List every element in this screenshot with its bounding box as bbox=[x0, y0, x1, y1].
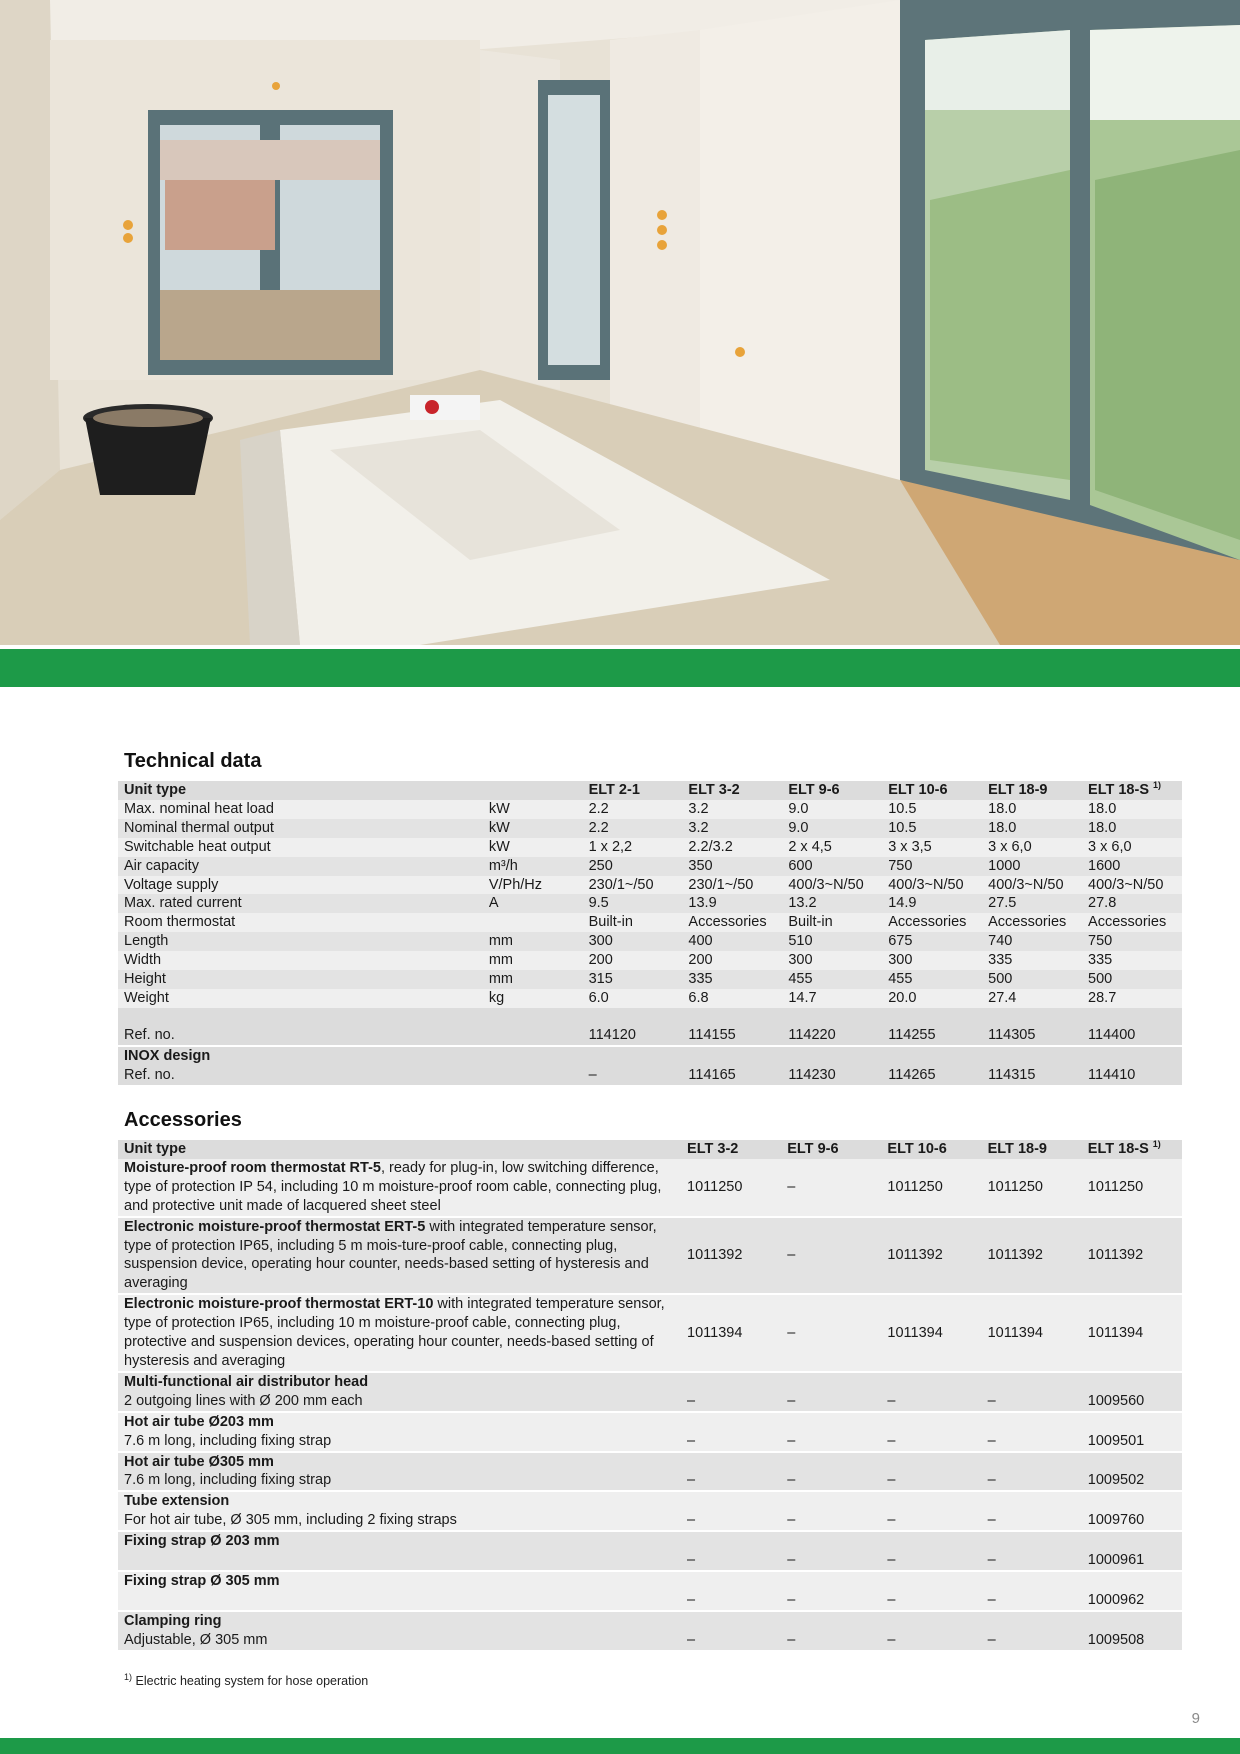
acc-row bbox=[118, 1532, 1182, 1572]
tech-header-model: ELT 9-6 bbox=[782, 781, 882, 800]
acc-item-name: Fixing strap Ø 203 mm bbox=[124, 1533, 280, 1550]
acc-item-name: Moisture-proof room thermostat RT-5 bbox=[124, 1159, 381, 1176]
acc-cell: 1009501 bbox=[1082, 1413, 1182, 1453]
tech-cell: 6.8 bbox=[682, 989, 782, 1008]
tech-row-unit: V/Ph/Hz bbox=[483, 876, 583, 895]
tech-row-label: Nominal thermal output bbox=[118, 819, 483, 838]
tech-cell: 750 bbox=[1082, 932, 1182, 951]
acc-row bbox=[118, 1295, 1182, 1373]
tech-row-unit: mm bbox=[483, 932, 583, 951]
tech-cell: 28.7 bbox=[1082, 989, 1182, 1008]
acc-row-description bbox=[118, 1572, 681, 1612]
tech-cell: 335 bbox=[982, 951, 1082, 970]
tech-row-label: Air capacity bbox=[118, 857, 483, 876]
footnote-ref-mark: 1) bbox=[1152, 1139, 1161, 1150]
tech-ref-cell: 114400 bbox=[1082, 1026, 1182, 1047]
acc-cell: 1011392 bbox=[1082, 1218, 1182, 1296]
tech-cell: 18.0 bbox=[1082, 819, 1182, 838]
acc-cell: – bbox=[881, 1373, 981, 1413]
tech-row bbox=[118, 989, 1182, 1008]
tech-row-label: Width bbox=[118, 951, 483, 970]
hero-photo bbox=[0, 0, 1240, 645]
tech-cell: 500 bbox=[982, 970, 1082, 989]
tech-cell: 335 bbox=[682, 970, 782, 989]
tech-row-unit: A bbox=[483, 894, 583, 913]
acc-cell: 1011392 bbox=[681, 1218, 781, 1296]
tech-cell: 3 x 6,0 bbox=[982, 838, 1082, 857]
tech-row-unit: m³/h bbox=[483, 857, 583, 876]
acc-cell: – bbox=[881, 1453, 981, 1493]
acc-cell: – bbox=[982, 1373, 1082, 1413]
tech-cell: 400 bbox=[682, 932, 782, 951]
tech-cell: 510 bbox=[782, 932, 882, 951]
tech-cell: 2.2 bbox=[583, 800, 683, 819]
tech-row bbox=[118, 857, 1182, 876]
tech-cell: 250 bbox=[583, 857, 683, 876]
tech-inox-title-row bbox=[118, 1047, 1182, 1066]
acc-cell: – bbox=[781, 1532, 881, 1572]
acc-cell: 1011392 bbox=[982, 1218, 1082, 1296]
acc-item-name: Fixing strap Ø 305 mm bbox=[124, 1572, 280, 1589]
tech-cell: 740 bbox=[982, 932, 1082, 951]
tech-cell: 600 bbox=[782, 857, 882, 876]
tech-cell: Accessories bbox=[1082, 913, 1182, 932]
acc-item-desc-empty bbox=[124, 1552, 128, 1568]
tech-cell: 14.7 bbox=[782, 989, 882, 1008]
tech-ref-row bbox=[118, 1026, 1182, 1047]
tech-cell: 13.9 bbox=[682, 894, 782, 913]
acc-cell: 1011394 bbox=[681, 1295, 781, 1373]
acc-cell: – bbox=[681, 1612, 781, 1652]
acc-cell: – bbox=[681, 1572, 781, 1612]
tech-cell: 9.0 bbox=[782, 800, 882, 819]
tech-header-row bbox=[118, 781, 1182, 800]
tech-inox-ref-cell: 114165 bbox=[682, 1066, 782, 1085]
acc-cell: – bbox=[982, 1453, 1082, 1493]
acc-header-model: ELT 9-6 bbox=[781, 1140, 881, 1159]
tech-cell: Accessories bbox=[882, 913, 982, 932]
acc-cell: – bbox=[982, 1413, 1082, 1453]
acc-cell: – bbox=[881, 1492, 981, 1532]
tech-row-unit: kW bbox=[483, 800, 583, 819]
tech-cell: 400/3~N/50 bbox=[982, 876, 1082, 895]
acc-cell: 1009502 bbox=[1082, 1453, 1182, 1493]
tech-inox-ref-unit bbox=[483, 1066, 583, 1085]
acc-cell: 1011250 bbox=[881, 1159, 981, 1218]
footnote-ref-mark: 1) bbox=[1153, 780, 1162, 791]
tech-header-model: ELT 18-9 bbox=[982, 781, 1082, 800]
acc-cell: – bbox=[781, 1373, 881, 1413]
acc-item-name: Tube extension bbox=[124, 1493, 230, 1510]
accessories-table bbox=[118, 1140, 1182, 1652]
acc-cell: – bbox=[781, 1159, 881, 1218]
acc-cell: – bbox=[881, 1413, 981, 1453]
tech-header-unit bbox=[483, 781, 583, 800]
acc-header-model: ELT 18-S $^{1)}$ bbox=[1082, 1140, 1182, 1159]
tech-header-model: ELT 18-S $^{1)}$ bbox=[1082, 781, 1182, 800]
tech-inox-ref-cell: 114410 bbox=[1082, 1066, 1182, 1085]
acc-cell: – bbox=[982, 1532, 1082, 1572]
acc-cell: 1011394 bbox=[1082, 1295, 1182, 1373]
acc-cell: – bbox=[681, 1453, 781, 1493]
acc-item-desc: with integrated temperature sensor, type of protection IP65, including 5 m mois-ture-proof cable, connecting plug, suspension device, operating hour counter, needs-based setting of hysteresis and averaging bbox=[124, 1218, 657, 1292]
tech-cell: 1000 bbox=[982, 857, 1082, 876]
tech-cell: 3.2 bbox=[682, 819, 782, 838]
tech-inox-ref-cell: 114315 bbox=[982, 1066, 1082, 1085]
tech-inox-ref-row bbox=[118, 1066, 1182, 1085]
tech-inox-ref-cell: – bbox=[583, 1066, 683, 1085]
tech-cell: 9.0 bbox=[782, 819, 882, 838]
acc-row-description bbox=[118, 1218, 681, 1296]
tech-cell: 300 bbox=[583, 932, 683, 951]
acc-item-name: Electronic moisture-proof thermostat ERT-5 bbox=[124, 1218, 426, 1235]
construction-room-illustration bbox=[0, 0, 1240, 645]
tech-inox-ref-cell: 114230 bbox=[782, 1066, 882, 1085]
acc-cell: 1009508 bbox=[1082, 1612, 1182, 1652]
acc-cell: – bbox=[881, 1572, 981, 1612]
acc-cell: 1011250 bbox=[982, 1159, 1082, 1218]
tech-cell: 400/3~N/50 bbox=[782, 876, 882, 895]
tech-cell: 18.0 bbox=[982, 819, 1082, 838]
acc-item-desc-empty bbox=[124, 1592, 128, 1608]
acc-cell: 1000961 bbox=[1082, 1532, 1182, 1572]
tech-cell: 455 bbox=[782, 970, 882, 989]
accessories-title: Accessories bbox=[124, 1109, 242, 1131]
tech-cell: 1600 bbox=[1082, 857, 1182, 876]
acc-row bbox=[118, 1492, 1182, 1532]
acc-row bbox=[118, 1413, 1182, 1453]
acc-row-description bbox=[118, 1413, 681, 1453]
tech-cell: 315 bbox=[583, 970, 683, 989]
acc-cell: – bbox=[781, 1612, 881, 1652]
tech-row bbox=[118, 970, 1182, 989]
tech-ref-cell: 114305 bbox=[982, 1026, 1082, 1047]
footnote-mark: 1) bbox=[124, 1671, 133, 1682]
tech-cell: 335 bbox=[1082, 951, 1182, 970]
tech-row-label: Weight bbox=[118, 989, 483, 1008]
footnote bbox=[124, 1671, 369, 1688]
tech-cell: 2 x 4,5 bbox=[782, 838, 882, 857]
tech-ref-unit bbox=[483, 1026, 583, 1047]
tech-header-model: ELT 10-6 bbox=[882, 781, 982, 800]
acc-row-description bbox=[118, 1453, 681, 1493]
acc-item-name: Hot air tube Ø203 mm bbox=[124, 1413, 274, 1430]
tech-row bbox=[118, 913, 1182, 932]
acc-cell: – bbox=[681, 1413, 781, 1453]
tech-cell: 455 bbox=[882, 970, 982, 989]
tech-row bbox=[118, 876, 1182, 895]
acc-cell: – bbox=[781, 1572, 881, 1612]
tech-cell: 2.2 bbox=[583, 819, 683, 838]
acc-item-desc: Adjustable, Ø 305 mm bbox=[124, 1631, 268, 1648]
tech-cell: 9.5 bbox=[583, 894, 683, 913]
tech-row-unit: kW bbox=[483, 838, 583, 857]
tech-row bbox=[118, 819, 1182, 838]
tech-row-label: Length bbox=[118, 932, 483, 951]
tech-row-label: Max. rated current bbox=[118, 894, 483, 913]
tech-cell: 6.0 bbox=[583, 989, 683, 1008]
acc-row-description bbox=[118, 1612, 681, 1652]
acc-cell: – bbox=[681, 1492, 781, 1532]
acc-row bbox=[118, 1453, 1182, 1493]
acc-row bbox=[118, 1159, 1182, 1218]
tech-header-model: ELT 3-2 bbox=[682, 781, 782, 800]
footnote-text: Electric heating system for hose operation bbox=[135, 1674, 369, 1688]
tech-header-label: Unit type bbox=[118, 781, 483, 800]
tech-ref-cell: 114155 bbox=[682, 1026, 782, 1047]
acc-cell: 1011394 bbox=[881, 1295, 981, 1373]
acc-cell: – bbox=[881, 1612, 981, 1652]
tech-row bbox=[118, 932, 1182, 951]
tech-cell: Built-in bbox=[782, 913, 882, 932]
tech-cell: 10.5 bbox=[882, 800, 982, 819]
tech-cell: 200 bbox=[682, 951, 782, 970]
tech-cell: 3 x 6,0 bbox=[1082, 838, 1182, 857]
tech-cell: 2.2/3.2 bbox=[682, 838, 782, 857]
tech-cell: 13.2 bbox=[782, 894, 882, 913]
tech-spacer-row bbox=[118, 1008, 1182, 1026]
accessories-body bbox=[118, 1140, 1182, 1652]
tech-cell: 750 bbox=[882, 857, 982, 876]
tech-cell: 18.0 bbox=[982, 800, 1082, 819]
acc-cell: – bbox=[982, 1492, 1082, 1532]
acc-item-name: Clamping ring bbox=[124, 1612, 222, 1629]
acc-header-model: ELT 18-9 bbox=[982, 1140, 1082, 1159]
tech-inox-ref-cell: 114265 bbox=[882, 1066, 982, 1085]
acc-header-row bbox=[118, 1140, 1182, 1159]
tech-cell: 3 x 3,5 bbox=[882, 838, 982, 857]
acc-row bbox=[118, 1218, 1182, 1296]
acc-row bbox=[118, 1612, 1182, 1652]
tech-cell: 20.0 bbox=[882, 989, 982, 1008]
tech-row-label: Room thermostat bbox=[118, 913, 483, 932]
tech-row bbox=[118, 800, 1182, 819]
tech-row-unit: kg bbox=[483, 989, 583, 1008]
tech-row-label: Switchable heat output bbox=[118, 838, 483, 857]
tech-ref-cell: 114220 bbox=[782, 1026, 882, 1047]
acc-cell: – bbox=[781, 1218, 881, 1296]
tech-row-unit: kW bbox=[483, 819, 583, 838]
acc-cell: 1009560 bbox=[1082, 1373, 1182, 1413]
tech-cell: 300 bbox=[782, 951, 882, 970]
page-number: 9 bbox=[1191, 1710, 1200, 1727]
acc-cell: – bbox=[881, 1532, 981, 1572]
acc-cell: 1011250 bbox=[1082, 1159, 1182, 1218]
tech-cell: Accessories bbox=[982, 913, 1082, 932]
acc-cell: – bbox=[681, 1373, 781, 1413]
acc-cell: – bbox=[781, 1295, 881, 1373]
acc-row-description bbox=[118, 1295, 681, 1373]
technical-data-body bbox=[118, 781, 1182, 1085]
acc-cell: – bbox=[982, 1612, 1082, 1652]
tech-header-model: ELT 2-1 bbox=[583, 781, 683, 800]
acc-cell: – bbox=[781, 1413, 881, 1453]
tech-ref-cell: 114255 bbox=[882, 1026, 982, 1047]
tech-cell: 300 bbox=[882, 951, 982, 970]
tech-row bbox=[118, 894, 1182, 913]
tech-row bbox=[118, 951, 1182, 970]
acc-header-label: Unit type bbox=[118, 1140, 681, 1159]
acc-row bbox=[118, 1373, 1182, 1413]
acc-cell: – bbox=[982, 1572, 1082, 1612]
acc-row-description bbox=[118, 1373, 681, 1413]
tech-cell: Accessories bbox=[682, 913, 782, 932]
tech-cell: 675 bbox=[882, 932, 982, 951]
acc-row-description bbox=[118, 1492, 681, 1532]
tech-cell: Built-in bbox=[583, 913, 683, 932]
acc-cell: 1009760 bbox=[1082, 1492, 1182, 1532]
tech-inox-title: INOX design bbox=[118, 1047, 1182, 1066]
tech-ref-label: Ref. no. bbox=[118, 1026, 483, 1047]
acc-header-model: ELT 3-2 bbox=[681, 1140, 781, 1159]
tech-cell: 200 bbox=[583, 951, 683, 970]
tech-row-label: Max. nominal heat load bbox=[118, 800, 483, 819]
tech-cell: 350 bbox=[682, 857, 782, 876]
acc-item-desc: 2 outgoing lines with Ø 200 mm each bbox=[124, 1392, 363, 1409]
tech-row bbox=[118, 838, 1182, 857]
tech-cell: 14.9 bbox=[882, 894, 982, 913]
technical-data-title: Technical data bbox=[124, 750, 262, 772]
bottom-green-bar bbox=[0, 1738, 1240, 1754]
tech-cell: 400/3~N/50 bbox=[1082, 876, 1182, 895]
acc-item-desc: , ready for plug-in, low switching difference, type of protection IP 54, including 10 m moisture-proof room cable, connecting plug, and protective unit made of lacquered sheet steel bbox=[124, 1159, 662, 1214]
acc-item-name: Electronic moisture-proof thermostat ERT-10 bbox=[124, 1296, 434, 1313]
tech-cell: 1 x 2,2 bbox=[583, 838, 683, 857]
acc-row bbox=[118, 1572, 1182, 1612]
tech-row-unit: mm bbox=[483, 951, 583, 970]
acc-row-description bbox=[118, 1159, 681, 1218]
acc-cell: 1011392 bbox=[881, 1218, 981, 1296]
tech-cell: 27.4 bbox=[982, 989, 1082, 1008]
acc-cell: 1000962 bbox=[1082, 1572, 1182, 1612]
tech-spacer-cell bbox=[118, 1008, 1182, 1026]
tech-cell: 18.0 bbox=[1082, 800, 1182, 819]
acc-item-desc: 7.6 m long, including fixing strap bbox=[124, 1432, 332, 1449]
tech-cell: 400/3~N/50 bbox=[882, 876, 982, 895]
acc-cell: 1011394 bbox=[982, 1295, 1082, 1373]
acc-cell: – bbox=[781, 1492, 881, 1532]
tech-row-unit bbox=[483, 913, 583, 932]
tech-cell: 10.5 bbox=[882, 819, 982, 838]
tech-cell: 230/1~/50 bbox=[682, 876, 782, 895]
acc-item-desc: 7.6 m long, including fixing strap bbox=[124, 1472, 332, 1489]
acc-item-desc: with integrated temperature sensor, type of protection IP65, including 10 m moisture-proof cable, connecting plug, protective and suspension devices, operating hour counter, needs-based setting of hysteresis and averaging bbox=[124, 1296, 665, 1369]
tech-row-label: Voltage supply bbox=[118, 876, 483, 895]
tech-cell: 27.8 bbox=[1082, 894, 1182, 913]
tech-cell: 3.2 bbox=[682, 800, 782, 819]
tech-cell: 230/1~/50 bbox=[583, 876, 683, 895]
acc-cell: – bbox=[681, 1532, 781, 1572]
tech-cell: 27.5 bbox=[982, 894, 1082, 913]
tech-row-label: Height bbox=[118, 970, 483, 989]
acc-item-name: Hot air tube Ø305 mm bbox=[124, 1453, 274, 1470]
tech-inox-ref-label: Ref. no. bbox=[118, 1066, 483, 1085]
acc-cell: 1011250 bbox=[681, 1159, 781, 1218]
acc-cell: – bbox=[781, 1453, 881, 1493]
acc-row-description bbox=[118, 1532, 681, 1572]
acc-header-model: ELT 10-6 bbox=[881, 1140, 981, 1159]
tech-cell: 500 bbox=[1082, 970, 1182, 989]
acc-item-name: Multi-functional air distributor head bbox=[124, 1373, 369, 1390]
tech-ref-cell: 114120 bbox=[583, 1026, 683, 1047]
technical-data-table bbox=[118, 781, 1182, 1085]
tech-row-unit: mm bbox=[483, 970, 583, 989]
brand-green-band bbox=[0, 649, 1240, 687]
acc-item-desc: For hot air tube, Ø 305 mm, including 2 fixing straps bbox=[124, 1512, 457, 1529]
